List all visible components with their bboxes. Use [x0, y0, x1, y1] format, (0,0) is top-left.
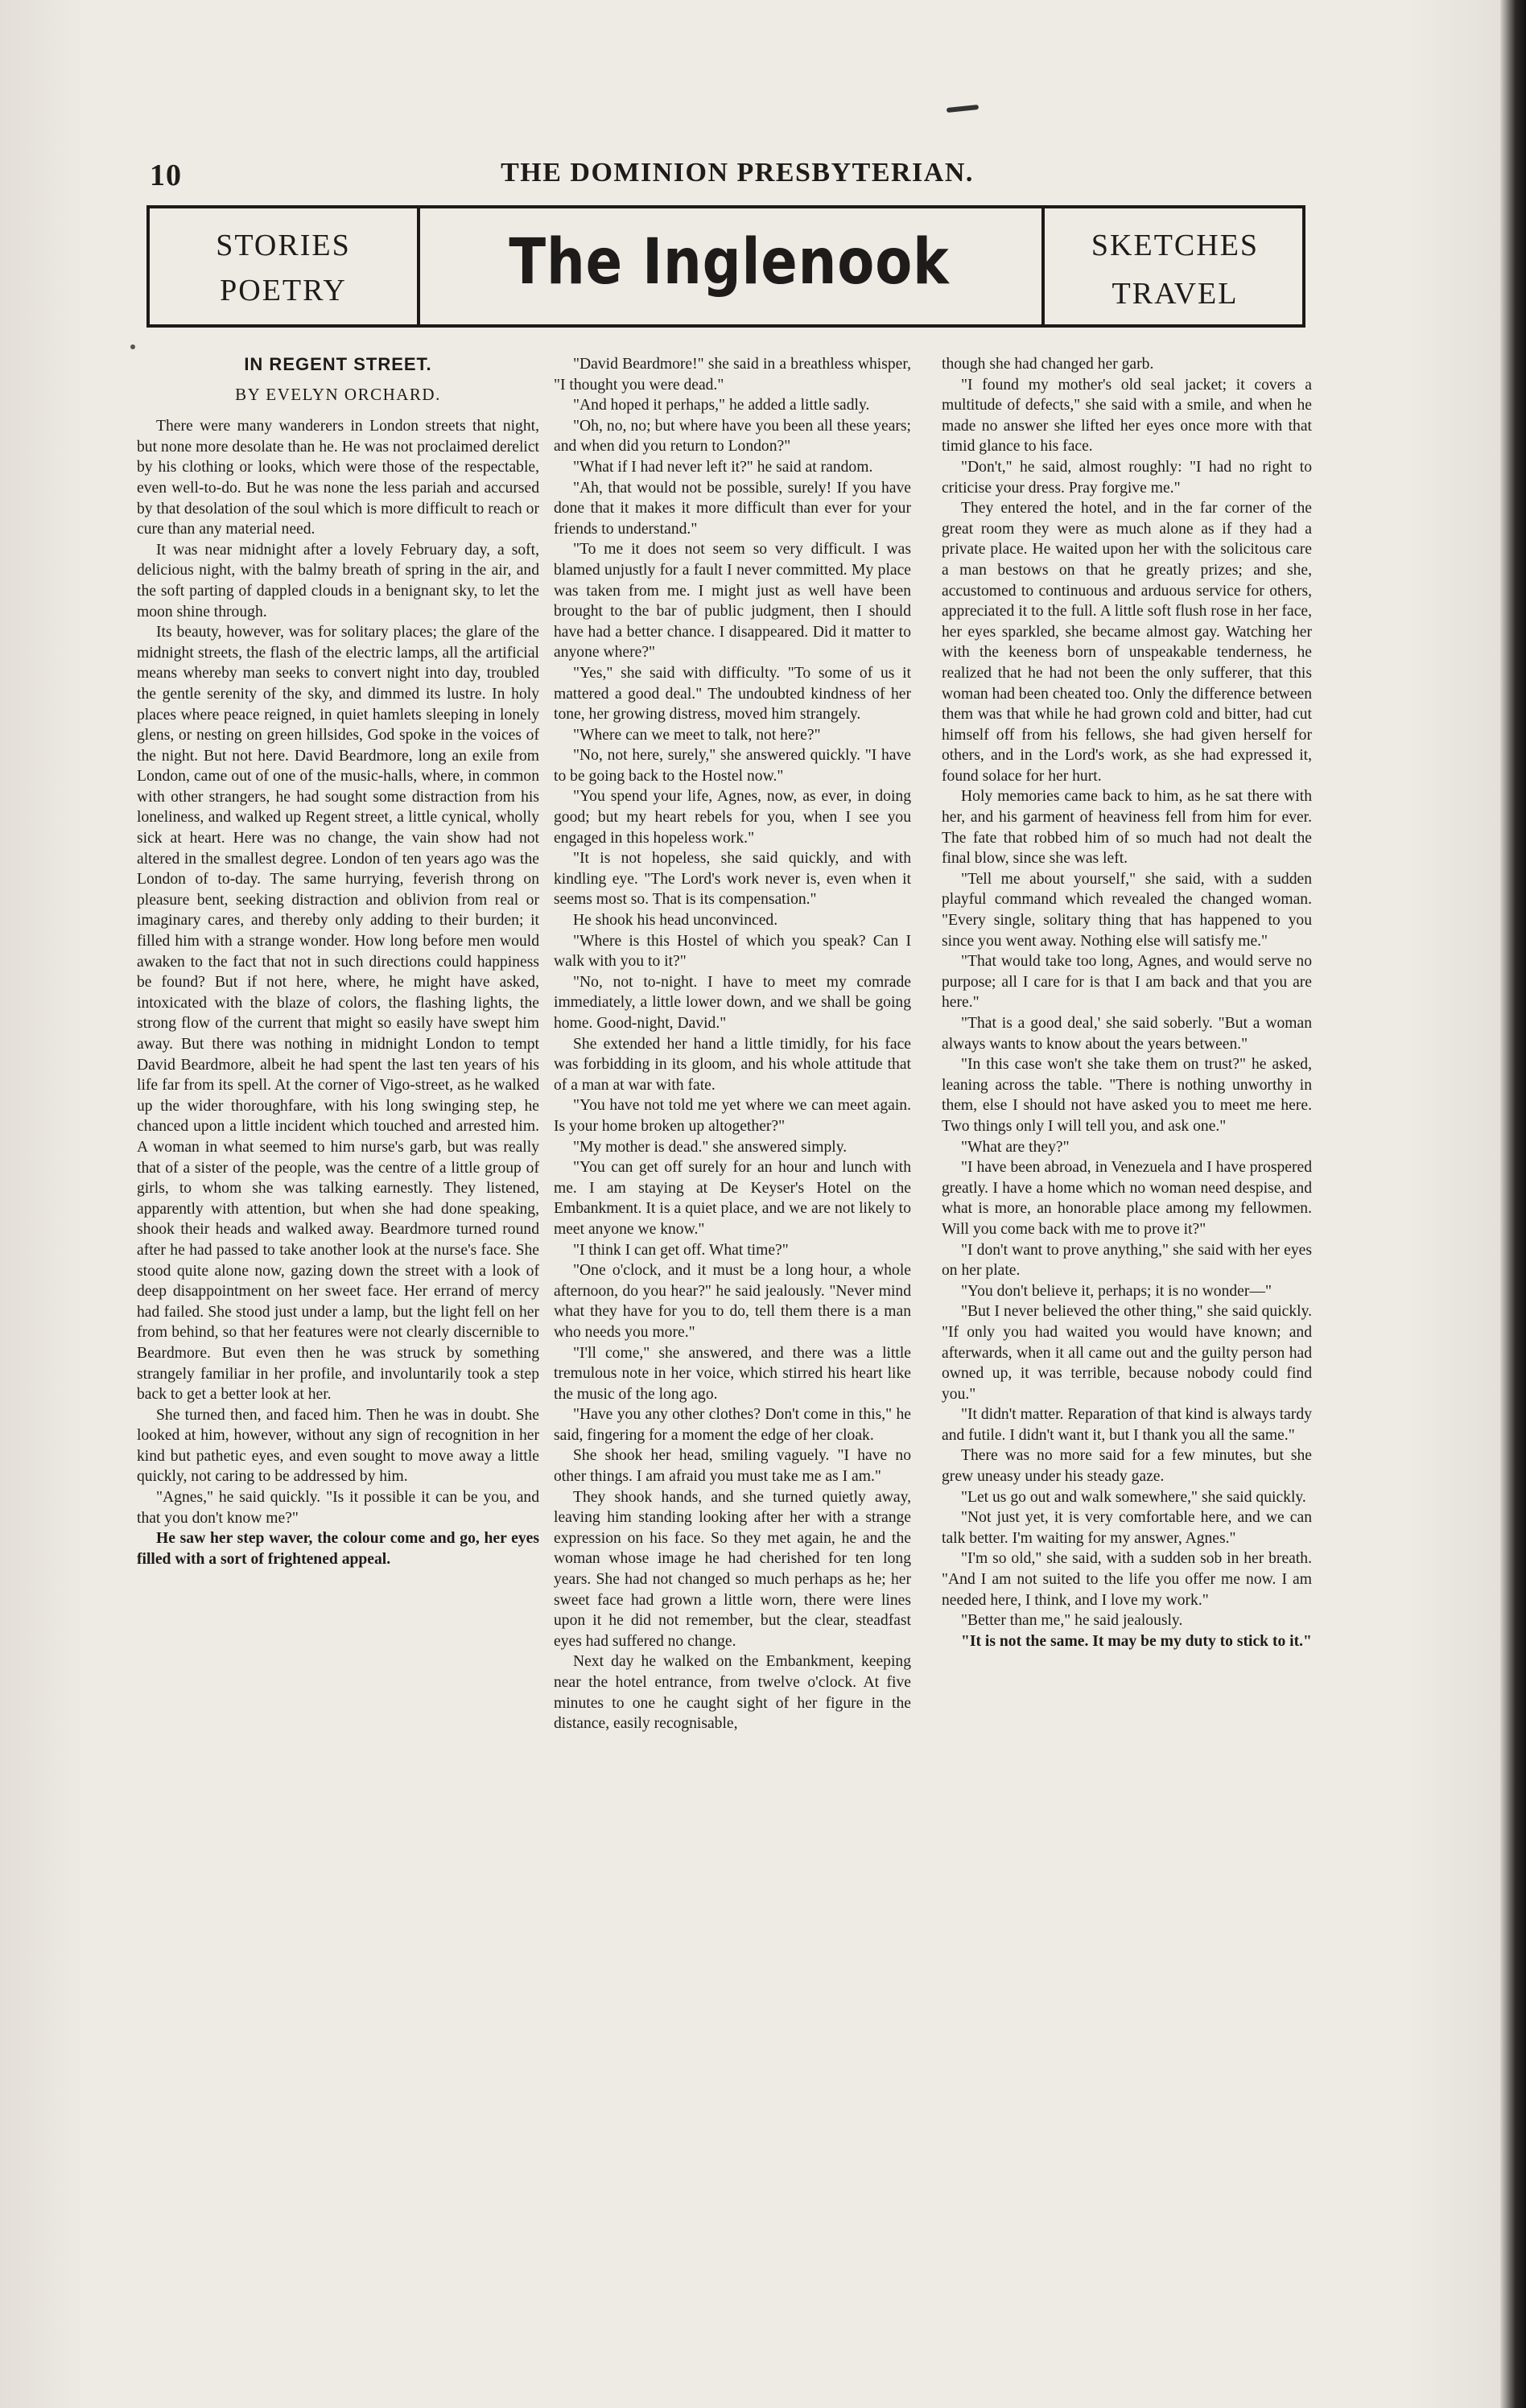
paragraph: "What if I had never left it?" he said at random.	[573, 458, 873, 476]
paragraph: It was near midnight after a lovely February day, a soft, delicious night, with the balmy breath of spring in the air, and the soft parting of dappled clouds in a benignant sky, to let the moon shine through.	[137, 541, 539, 621]
paragraph: She turned then, and faced him. Then he was in doubt. She looked at him, however, without any sign of recognition in her kind but pathetic eyes, and even sought to move away a little quickly, not caring to be addressed by him.	[137, 1406, 539, 1486]
paragraph: "Better than me," he said jealously.	[961, 1612, 1183, 1630]
paragraph: "My mother is dead." she answered simply.	[573, 1138, 848, 1156]
paragraph: Its beauty, however, was for solitary places; the glare of the midnight streets, the flash of the electric lamps, all the artificial means whereby man seeks to convert night into day, troubled the gentle serenity of the sky, and dimmed its lustre. In holy places where peace reigned, in quiet hamlets sleeping in lonely glens, or nesting on green hillsides, God spoke in the voices of the night. But not here. David Beardmore, long an exile from London, came out of one of the music-halls, where, in common with other strangers, he had sought some distraction from his loneliness, and walked up Regent street, a little cynical, wholly sick at heart. Here was no change, the vain show had not altered in the smallest degree. London of ten years ago was the London of to-day. The same hurrying, feverish throng on pleasure bent, seeking distraction and oblivion from real or imaginary cares, and thereby only adding to their burden; it filled him with a strange wonder. How long before men would awaken to the fact that not in such directions could happiness be found? But if not here, where, he might have asked, intoxicated with the blaze of colors, the flashing lights, the strong flow of the current that might so easily have swept him away. But there was nothing in midnight London to tempt David Beardmore, albeit he had spent the last ten years of his life far from its spell. At the corner of Vigo-street, as he walked up the wider thoroughfare, with his long swinging step, he chanced upon a little incident which touched and arrested him. A woman in what seemed to him nurse's garb, but was really that of a sister of the people, was the centre of a little group of girls, to whom she was talking earnestly. They listened, apparently with attention, but when she had done speaking, shook their heads and walked away. Beardmore turned round after he had passed to take another look at the nurse's face. She stood quite alone now, gazing down the street with a look of deep disappointment on her sweet face. Her errand of mercy had failed. She stood just under a lamp, but the light fell on her from behind, so that her features were not clearly discernible to Beardmore. But even then he was struck by something strangely familiar in her profile, and involuntarily took a step back to get a better look at her.	[137, 624, 539, 1404]
paragraph: "That would take too long, Agnes, and would serve no purpose; all I care for is that I am back and that you are here."	[942, 953, 1312, 1012]
paragraph: "I don't want to prove anything," she said with her eyes on her plate.	[942, 1241, 1312, 1280]
paragraph: He saw her step waver, the colour come and go, her eyes filled with a sort of frightened appeal.	[137, 1530, 539, 1568]
story-byline: BY EVELYN ORCHARD.	[235, 384, 441, 404]
paragraph: "Where can we meet to talk, not here?"	[573, 726, 821, 744]
masthead-sketches: SKETCHES	[1091, 229, 1260, 262]
paragraph: "Let us go out and walk somewhere," she said quickly.	[961, 1488, 1306, 1506]
paragraph: "But I never believed the other thing," she said quickly. "If only you had waited you would have known; and afterwards, when it all came out and the guilty person had owned up, it was terrible, because nobody could find you."	[942, 1303, 1312, 1403]
paragraph: She extended her hand a little timidly, for his face was forbidding in its gloom, and his whole attitude that of a man at war with fate.	[554, 1035, 911, 1094]
page-number: 10	[150, 159, 182, 192]
paragraph: "That is a good deal,' she said soberly. "But a woman always wants to know about the years between."	[942, 1015, 1312, 1053]
masthead	[146, 205, 1305, 328]
paragraph: "I found my mother's old seal jacket; it covers a multitude of defects," she said with a smile, and when he made no answer she lifted her eyes once more with that timid glance to his face.	[942, 376, 1312, 456]
masthead-travel: TRAVEL	[1112, 277, 1239, 311]
paragraph: "No, not here, surely," she answered quickly. "I have to be going back to the Hostel now."	[554, 747, 911, 785]
story-title: IN REGENT STREET.	[244, 354, 432, 374]
paragraph: "Oh, no, no; but where have you been all these years; and when did you return to London?"	[554, 417, 911, 456]
paragraph: He shook his head unconvinced.	[573, 912, 778, 930]
paragraph: There was no more said for a few minutes, but she grew uneasy under his steady gaze.	[942, 1447, 1312, 1486]
paragraph: "I have been abroad, in Venezuela and I have prospered greatly. I have a home which no woman need despise, and what is more, an honorable place among my fellowmen. Will you come back with me to prove it?"	[942, 1159, 1312, 1238]
paragraph: "Tell me about yourself," she said, with a sudden playful command which revealed the changed woman. "Every single, solitary thing that has happened to you since you went away. Nothing else will satisfy me."	[942, 870, 1312, 950]
paragraph: "Where is this Hostel of which you speak? Can I walk with you to it?"	[554, 932, 911, 971]
paragraph: "One o'clock, and it must be a long hour, a whole afternoon, do you hear?" he said jealously. "Never mind what they have for you to do, tell them there is a man who needs you more."	[554, 1262, 911, 1341]
paragraph: "Ah, that would not be possible, surely! If you have done that it makes it more difficult than ever for your friends to understand."	[554, 479, 911, 538]
paragraph: "Not just yet, it is very comfortable here, and we can talk better. I'm waiting for my answer, Agnes."	[942, 1509, 1312, 1547]
scan-dot	[130, 344, 135, 349]
column-1	[137, 354, 539, 1569]
paragraph: Next day he walked on the Embankment, keeping near the hotel entrance, from twelve o'clock. At five minutes to one he caught sight of her figure in the distance, easily recognisable,	[554, 1653, 911, 1733]
paragraph: "And hoped it perhaps," he added a little sadly.	[573, 397, 870, 414]
paragraph: "You spend your life, Agnes, now, as ever, in doing good; but my heart rebels for you, when I see you engaged in this hopeless work."	[554, 788, 911, 847]
page-header	[150, 158, 1325, 196]
paragraph: "I think I can get off. What time?"	[573, 1241, 789, 1259]
paragraph: There were many wanderers in London streets that night, but none more desolate than he. He was not proclaimed derelict by his clothing or looks, which were those of the respectable, even well-to-do. But he was none the less pariah and accursed by that desolation of the soul which is more difficult to reach or cure than any material need.	[137, 418, 539, 538]
paragraph: "It didn't matter. Reparation of that kind is always tardy and futile. I didn't want it, but I thank you all the same."	[942, 1406, 1312, 1444]
paper-title: THE DOMINION PRESBYTERIAN.	[501, 158, 974, 188]
paragraph: "What are they?"	[961, 1138, 1070, 1156]
paragraph: "I'll come," she answered, and there was a little tremulous note in her voice, which stirred his heart like the music of the long ago.	[554, 1344, 911, 1403]
masthead-stories: STORIES	[216, 229, 351, 262]
masthead-poetry: POETRY	[220, 274, 347, 307]
paragraph: She shook her head, smiling vaguely. "I have no other things. I am afraid you must take me as I am."	[554, 1447, 911, 1486]
paragraph: "It is not hopeless, she said quickly, and with kindling eye. "The Lord's work never is, even when it seems most so. That is its compensation."	[554, 850, 911, 909]
paragraph: Holy memories came back to him, as he sat there with her, and his garment of heaviness fell from him for ever. The fate that robbed him of so much had not dealt the final blow, since she was left.	[942, 788, 1312, 868]
paragraph: "No, not to-night. I have to meet my comrade immediately, a little lower down, and we shall be going home. Good-night, David."	[554, 973, 911, 1032]
paragraph: "In this case won't she take them on trust?" he asked, leaning across the table. "There is nothing unworthy in them, else I should not have asked you to meet me here. Two things only I will tell you, and ask one."	[942, 1056, 1312, 1135]
paragraph: "It is not the same. It may be my duty to stick to it."	[961, 1632, 1312, 1650]
paragraph: though she had changed her garb.	[942, 356, 1154, 373]
paragraph: "Don't," he said, almost roughly: "I had no right to criticise your dress. Pray forgive me."	[942, 458, 1312, 497]
paragraph: They entered the hotel, and in the far corner of the great room they were as much alone as if they had a private place. He waited upon her with the solicitous care a man bestows on that he greatly prizes; and she, accustomed to continuous and arduous service for others, appreciated it to the full. A little soft flush rose in her face, her eyes sparkled, she became almost gay. Watching her with the keeness born of unspeakable tenderness, he realized that he had not been the only sufferer, that this woman had been cheated too. Only the difference between them was that while he had grown cold and bitter, had cut himself off from his fellows, she had given herself for others, and in the Lord's work, as she had expressed it, found solace for her hurt.	[942, 500, 1312, 785]
paragraph: "David Beardmore!" she said in a breathless whisper, "I thought you were dead."	[554, 356, 911, 394]
paragraph: "You have not told me yet where we can meet again. Is your home broken up altogether?"	[554, 1097, 911, 1135]
paragraph: "Agnes," he said quickly. "Is it possible it can be you, and that you don't know me?"	[137, 1489, 539, 1527]
masthead-center-box	[420, 208, 1038, 324]
masthead-left-box	[150, 208, 420, 324]
column-2	[554, 354, 911, 1734]
paragraph: "You can get off surely for an hour and lunch with me. I am staying at De Keyser's Hotel on the Embankment. It is a quiet place, and we are not likely to meet anyone we know."	[554, 1159, 911, 1238]
paragraph: "I'm so old," she said, with a sudden sob in her breath. "And I am not suited to the life you offer me now. I am needed here, I think, and I love my work."	[942, 1550, 1312, 1609]
paragraph: They shook hands, and she turned quietly away, leaving him standing looking after her with a strange expression on his face. So they met again, he and the woman whose image he had cherished for ten long years. She had not changed so much perhaps as he; her sweet face had grown a little worn, there were lines upon it he did not remember, but the clear, steadfast eyes had suffered no change.	[554, 1488, 911, 1650]
section-title: The Inglenook	[509, 226, 950, 299]
scan-edge	[1500, 0, 1526, 2408]
paragraph: "You don't believe it, perhaps; it is no wonder—"	[961, 1282, 1272, 1300]
paragraph: "Have you any other clothes? Don't come in this," he said, fingering for a moment the edge of her cloak.	[554, 1406, 911, 1444]
paragraph: "To me it does not seem so very difficult. I was blamed unjustly for a fault I never committed. My place was taken from me. I might just as well have been brought to the bar of public judgment, then I should have had a better chance. I disappeared. Did it matter to anyone where?"	[554, 541, 911, 662]
column-3	[942, 354, 1312, 1651]
paragraph: "Yes," she said with difficulty. "To some of us it mattered a good deal." The undoubted kindness of her tone, her growing distress, moved him strangely.	[554, 664, 911, 724]
masthead-right-box	[1041, 208, 1305, 324]
